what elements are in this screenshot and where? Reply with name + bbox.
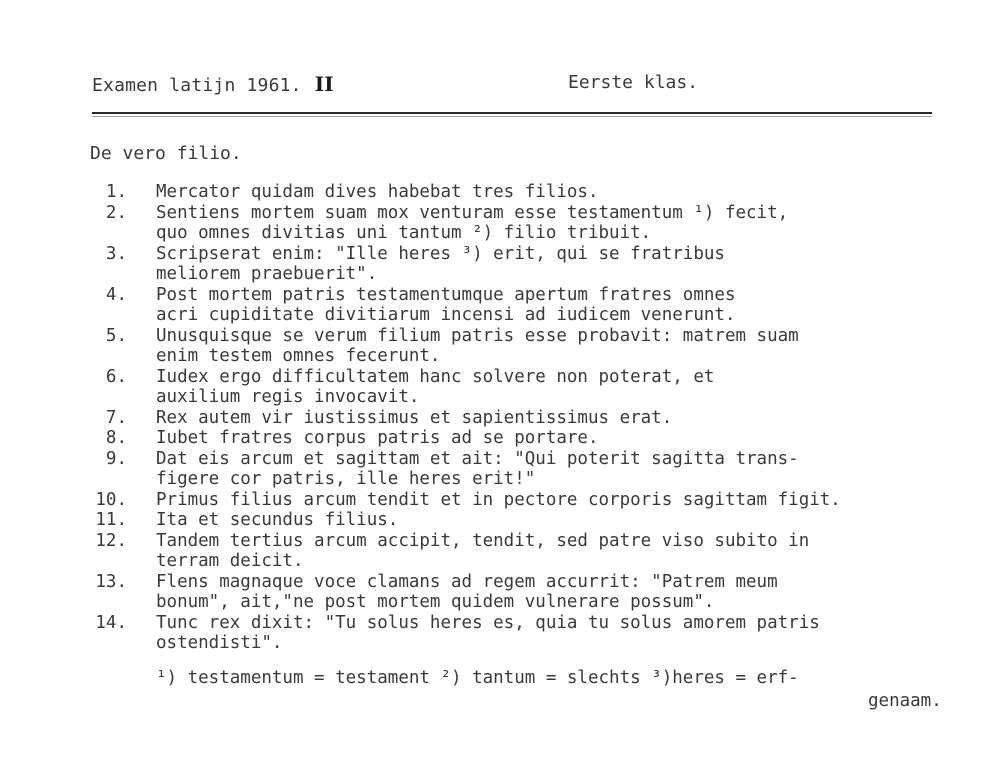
text-line <box>0 592 1007 613</box>
text-line <box>0 387 1007 408</box>
line-number: 4. <box>105 284 127 305</box>
text-line <box>0 285 1007 306</box>
line-number: 13. <box>95 571 127 592</box>
line-text: Tandem tertius arcum accipit, tendit, sed patre viso subito in <box>156 530 810 551</box>
exam-title-label: Examen latijn 1961. <box>92 75 302 96</box>
footnote-line-2: genaam. <box>868 691 942 711</box>
line-text: quo omnes divitias uni tantum ²) filio tribuit. <box>156 223 652 243</box>
text-line <box>0 326 1007 347</box>
exam-part-numeral: II <box>314 72 334 96</box>
line-text: Unusquisque se verum filium patris esse probavit: matrem suam <box>156 325 799 346</box>
text-line <box>0 428 1007 449</box>
line-text: Iubet fratres corpus patris ad se portare. <box>156 428 599 448</box>
line-number: 5. <box>105 325 127 346</box>
text-title: De vero filio. <box>90 143 242 164</box>
line-text: Rex autem vir iustissimus et sapientissimus erat. <box>156 407 673 428</box>
line-text: Sentiens mortem suam mox venturam esse testamentum ¹) fecit, <box>156 202 789 223</box>
line-text: terram deicit. <box>156 551 304 571</box>
line-number: 12. <box>95 530 127 551</box>
line-text: Primus filius arcum tendit et in pectore corporis sagittam figit. <box>156 489 841 510</box>
text-line <box>0 633 1007 654</box>
text-line <box>0 531 1007 552</box>
line-text: meliorem praebuerit". <box>156 264 378 284</box>
text-line <box>0 305 1007 326</box>
line-number: 1. <box>105 182 127 202</box>
exam-text-body <box>0 182 1007 654</box>
text-line <box>0 346 1007 367</box>
line-text: ostendisti". <box>156 633 283 653</box>
line-number: 6. <box>105 366 127 387</box>
text-line <box>0 223 1007 244</box>
header-divider-underline <box>92 116 932 117</box>
line-number: 9. <box>105 448 127 469</box>
line-text: acri cupiditate divitiarum incensi ad iudicem venerunt. <box>156 305 736 325</box>
line-text: Flens magnaque voce clamans ad regem accurrit: "Patrem meum <box>156 571 778 592</box>
line-number: 11. <box>95 510 127 530</box>
exam-header-left <box>92 72 334 96</box>
line-number: 7. <box>105 407 127 428</box>
text-line <box>0 551 1007 572</box>
header-divider <box>92 112 932 114</box>
text-line <box>0 182 1007 203</box>
text-line <box>0 244 1007 265</box>
text-line <box>0 367 1007 388</box>
line-text: Tunc rex dixit: "Tu solus heres es, quia tu solus amorem patris <box>156 612 820 633</box>
text-line <box>0 408 1007 429</box>
text-line <box>0 613 1007 634</box>
text-line <box>0 490 1007 511</box>
line-number: 2. <box>105 202 127 223</box>
line-text: Dat eis arcum et sagittam et ait: "Qui poterit sagitta trans- <box>156 448 799 469</box>
text-line <box>0 469 1007 490</box>
text-line <box>0 572 1007 593</box>
class-label: Eerste klas. <box>568 72 699 93</box>
line-number: 8. <box>105 428 127 448</box>
line-text: Scripserat enim: "Ille heres ³) erit, qui se fratribus <box>156 243 725 264</box>
line-text: Iudex ergo difficultatem hanc solvere non poterat, et <box>156 366 715 387</box>
line-text: Post mortem patris testamentumque apertum fratres omnes <box>156 284 736 305</box>
line-number: 3. <box>105 243 127 264</box>
line-text: bonum", ait,"ne post mortem quidem vulnerare possum". <box>156 592 715 612</box>
line-text: auxilium regis invocavit. <box>156 387 420 407</box>
text-line <box>0 449 1007 470</box>
line-text: Mercator quidam dives habebat tres filios. <box>156 182 599 202</box>
line-text: enim testem omnes fecerunt. <box>156 346 441 366</box>
line-number: 14. <box>95 612 127 633</box>
text-line <box>0 264 1007 285</box>
line-text: figere cor patris, ille heres erit!" <box>156 469 536 489</box>
text-line <box>0 510 1007 531</box>
footnote-line-1: ¹) testamentum = testament ²) tantum = slechts ³)heres = erf- <box>156 668 799 688</box>
line-number: 10. <box>95 489 127 510</box>
line-text: Ita et secundus filius. <box>156 510 399 530</box>
text-line <box>0 203 1007 224</box>
